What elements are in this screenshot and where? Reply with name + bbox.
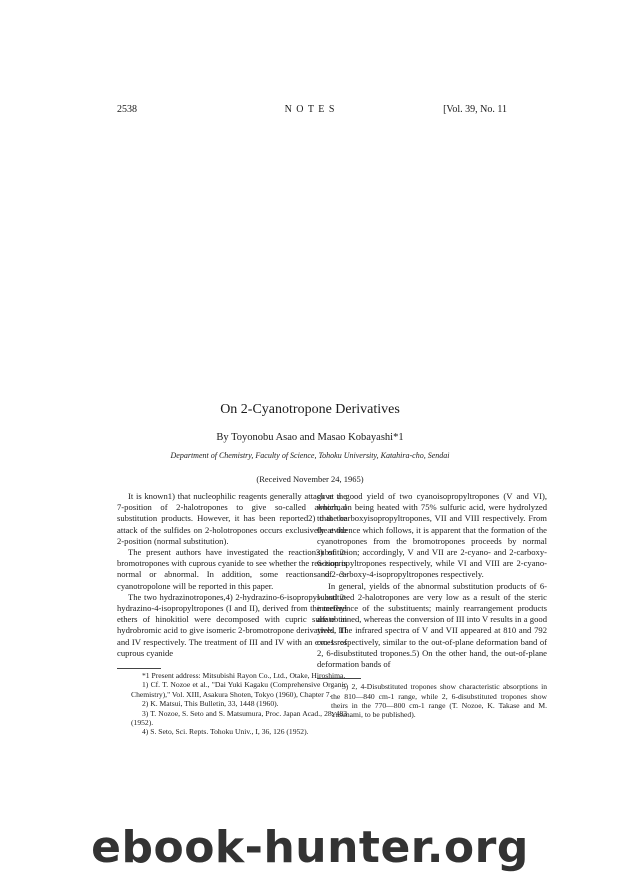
body-column-right xyxy=(317,491,547,720)
paragraph: It is known1) that nucleophilic reagents generally attack at the 7-position of 2-halotropones to give so-called abnormal substitution products. However, it has been reported2) that the attack of the sulfides on 2-holotropones occurs exclusively at the 2-position (normal substitution). xyxy=(117,491,347,546)
footnote: 1) Cf. T. Nozoe et al., "Dai Yuki Kagaku (Comprehensive Organic Chemistry)," Vol. XIII, Asakura Shoten, Tokyo (1960), Chapter 7. xyxy=(131,680,347,699)
footnote-rule xyxy=(317,678,361,679)
paragraph: In general, yields of the abnormal substitution products of 6-substituted 2-halotropones are very low as a result of the steric interference of the substituents; mainly rearrangement products are obtained, whereas the conversion of III into V results in a good yield. The infrared spectra of V and VII appeared at 810 and 792 cm-1 respectively, similar to the out-of-plane deformation band of 2, 6-disubstituted tropones.5) On the other hand, the out-of-plane deformation bands of xyxy=(317,580,547,670)
volume-label: [Vol. 39, No. 11 xyxy=(443,104,507,115)
footnote: 5) 2, 4-Disubstituted tropones show characteristic absorptions in the 810—840 cm-1 range, while 2, 6-disubstituted tropones show theirs in the 770—800 cm-1 range (T. Nozoe, K. Takase and M. Yasunami, to be published). xyxy=(331,682,547,720)
article-title: On 2-Cyanotropone Derivatives xyxy=(220,402,400,417)
footnote: *1 Present address: Mitsubishi Rayon Co., Ltd., Otake, Hiroshima. xyxy=(142,671,346,681)
watermark: ebook-hunter.org xyxy=(91,822,529,873)
body-column-left xyxy=(117,491,347,737)
paragraph: The present authors have investigated the reaction3) of 2-bromotropones with cuprous cyanide to see whether the reaction is normal or abnormal. In addition, some reactions of 3-cyanotropolone will be reported in this paper. xyxy=(117,547,347,591)
footnote: 4) S. Seto, Sci. Repts. Tohoku Univ., I, 36, 126 (1952). xyxy=(142,727,309,737)
footnote: 3) T. Nozoe, S. Seto and S. Matsumura, Proc. Japan Acad., 28, 483 (1952). xyxy=(131,708,347,728)
running-head: N O T E S xyxy=(284,104,336,115)
affiliation: Department of Chemistry, Faculty of Science, Tohoku University, Katahira-cho, Sendai xyxy=(170,451,450,460)
paragraph: The two hydrazinotropones,4) 2-hydrazino-6-isopropyl- and 2-hydrazino-4-isopropyltropones (I and II), derived from the methyl ethers of hinokitiol were decomposed with cupric sulfate in hydrobromic acid to give isomeric 2-bromotropone derivatives, III and IV respectively. The treatment of III and IV with an excess of cuprous cyanide xyxy=(117,591,347,658)
footnotes-right xyxy=(317,682,547,720)
author-line: By Toyonobu Asao and Masao Kobayashi*1 xyxy=(216,432,404,443)
footnote-rule xyxy=(117,668,161,669)
received-date: (Received November 24, 1965) xyxy=(256,474,364,484)
footnotes-left xyxy=(117,671,347,737)
paragraph: gave a good yield of two cyanoisopropyltropones (V and VI), which, on being heated with 75% sulfuric acid, were hydrolyzed to the carboxyisopropyltropones, VII and VIII respectively. From the evidence which follows, it is apparent that the formation of the cyanotropones from the bromotropones proceeds by normal substitution; accordingly, V and VII are 2-cyano- and 2-carboxy-6-isopropyltropones respectively, while VI and VIII are 2-cyano- and 2-carboxy-4-isopropyltropones respectively. xyxy=(317,491,547,580)
footnote: 2) K. Matsui, This Bulletin, 33, 1448 (1960). xyxy=(142,699,279,709)
page-number: 2538 xyxy=(117,104,137,115)
